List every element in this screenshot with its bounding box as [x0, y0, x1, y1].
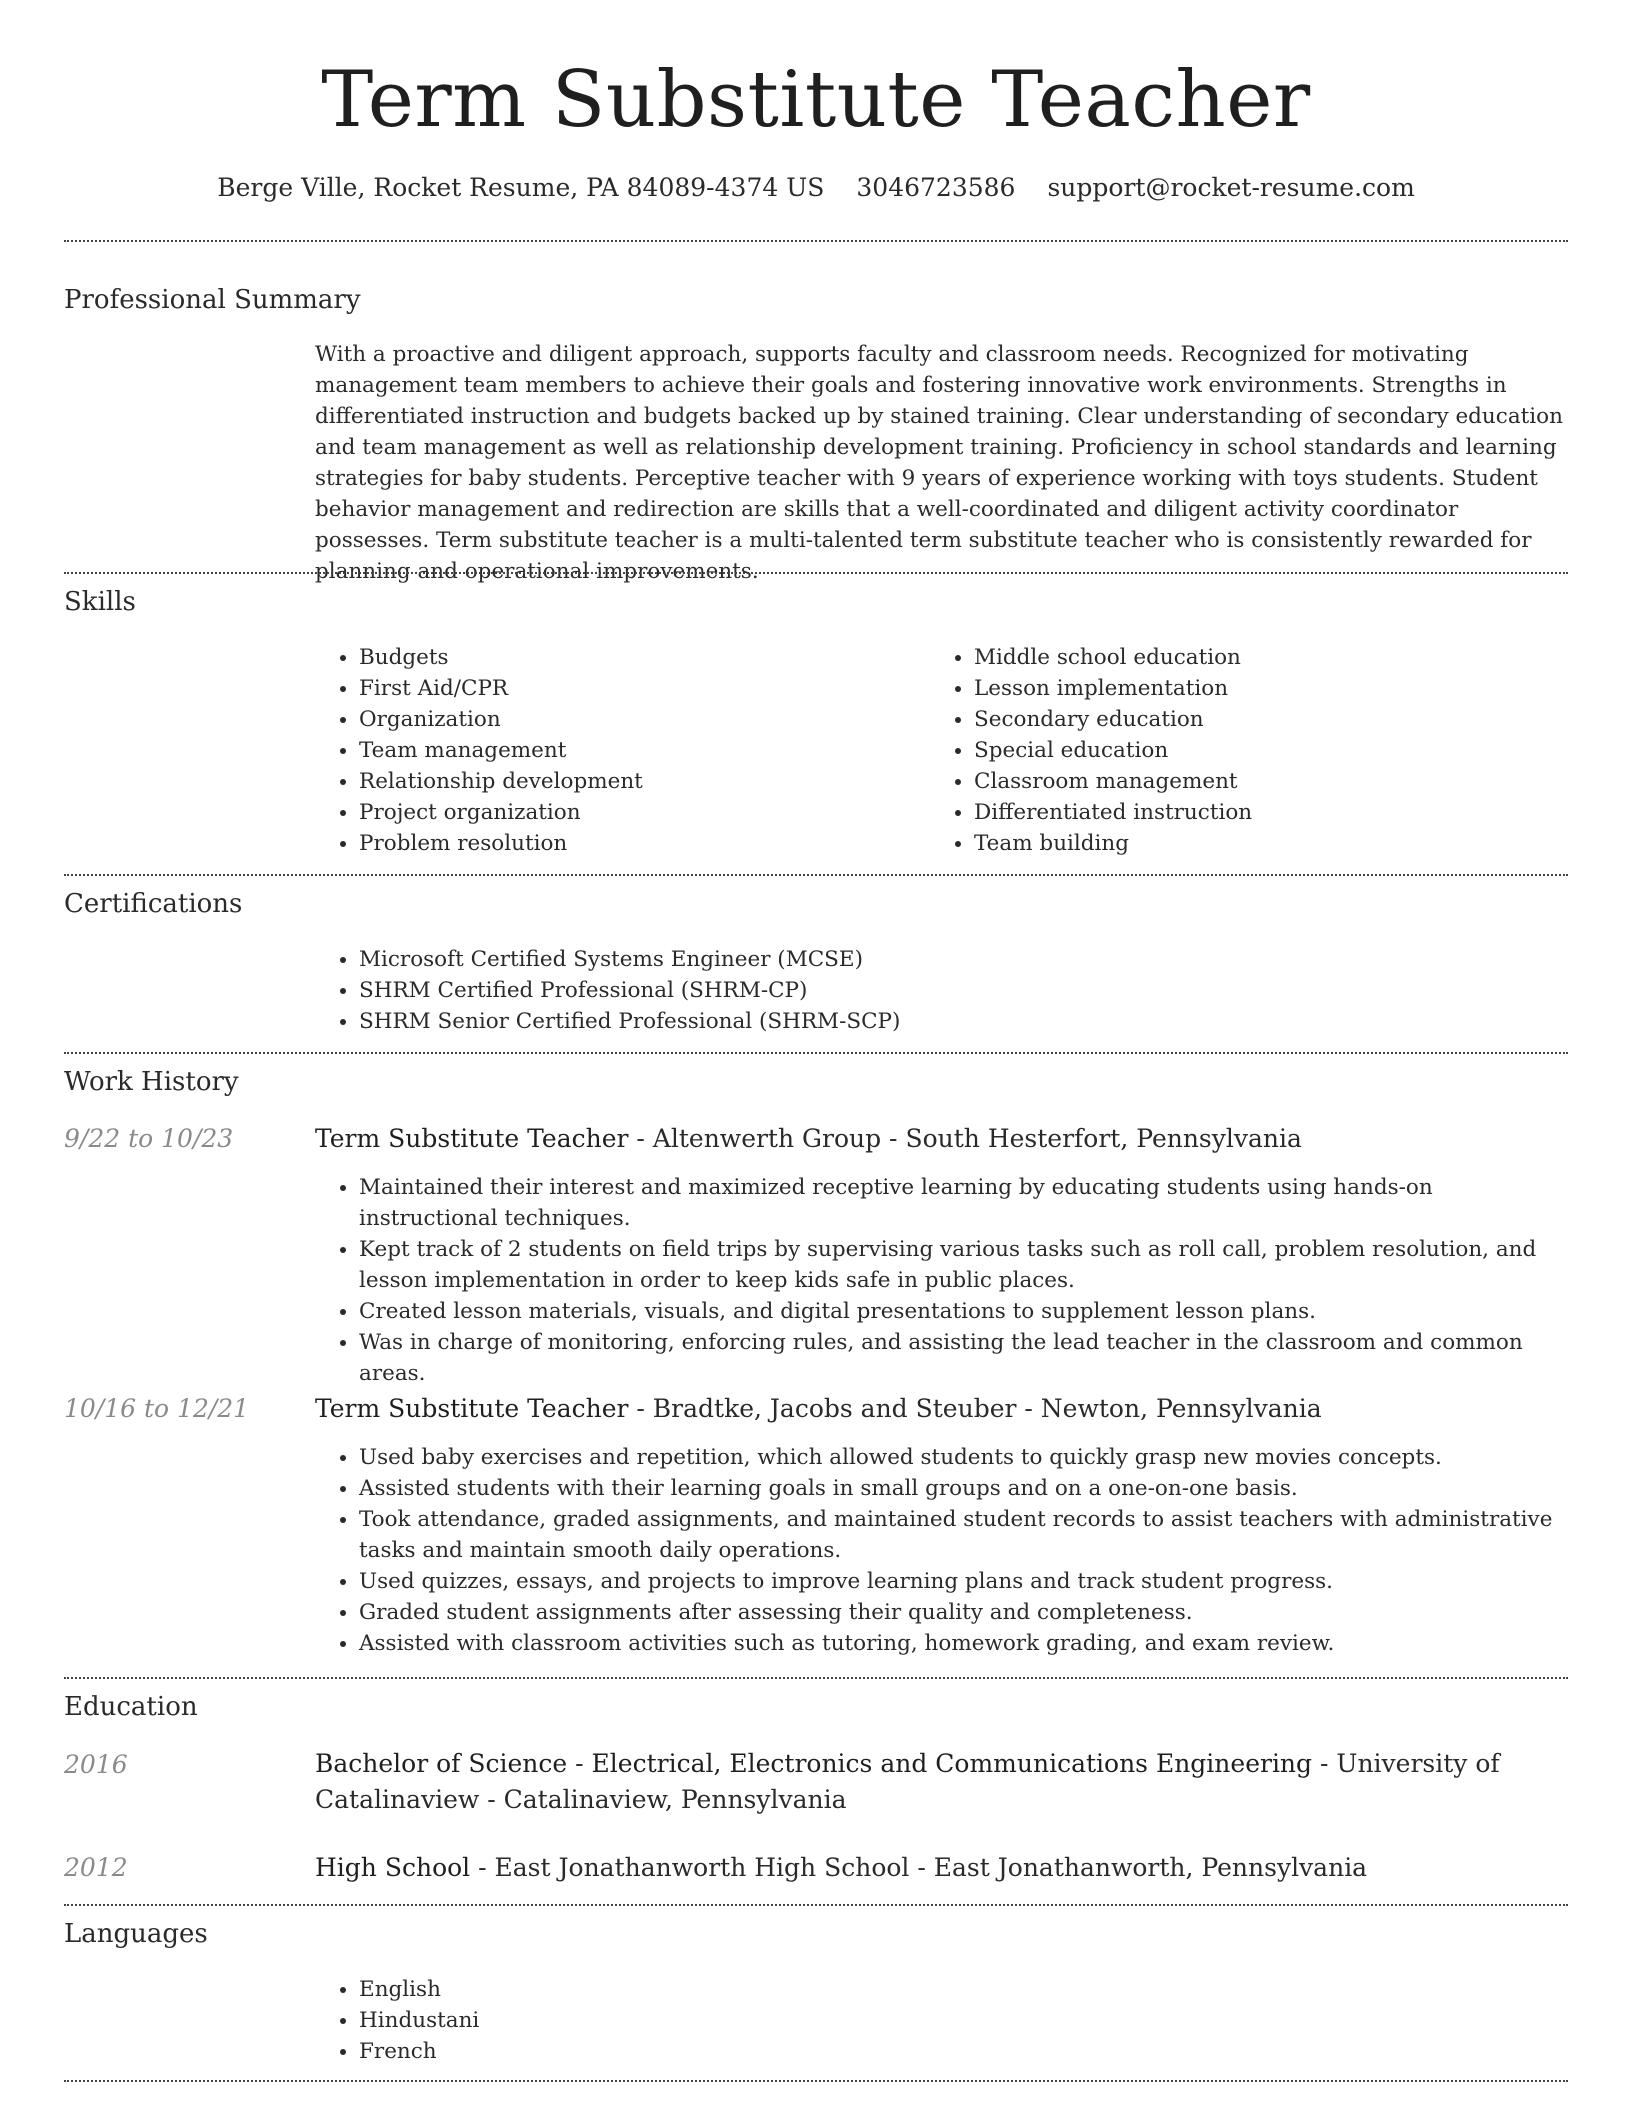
education-degree: High School: [315, 1853, 471, 1882]
job-dates: 9/22 to 10/23: [64, 1124, 234, 1153]
education-location: East Jonathanworth, Pennsylvania: [933, 1853, 1368, 1882]
education-location: Catalinaview, Pennsylvania: [503, 1785, 847, 1814]
contact-email: support@rocket-resume.com: [1047, 173, 1415, 202]
education-entry: [315, 1850, 1515, 1886]
separator: -: [1016, 1394, 1041, 1423]
skill-item: • Differentiated instruction: [974, 797, 1574, 828]
separator: -: [470, 1853, 495, 1882]
section-divider: [64, 240, 1568, 242]
section-divider: [64, 2080, 1568, 2082]
certification-item: • SHRM Certified Professional (SHRM-CP): [359, 975, 1559, 1006]
job-role: Term Substitute Teacher: [315, 1124, 629, 1153]
job-bullet: • Assisted students with their learning goals in small groups and on a one-on-one basis.: [359, 1473, 1568, 1504]
language-item: • French: [359, 2036, 959, 2067]
education-heading: Education: [64, 1692, 198, 1722]
separator: -: [1312, 1749, 1337, 1778]
language-item: • English: [359, 1974, 959, 2005]
skill-item: • Project organization: [359, 797, 919, 828]
work-history-heading: Work History: [64, 1067, 239, 1097]
separator: -: [881, 1124, 906, 1153]
job-title-line: [315, 1391, 1568, 1427]
job-dates: 10/16 to 12/21: [64, 1394, 250, 1423]
job-bullet: • Was in charge of monitoring, enforcing rules, and assisting the lead teacher in the classroom and common areas.: [359, 1327, 1568, 1389]
contact-phone: 3046723586: [856, 173, 1016, 202]
skill-item: • Lesson implementation: [974, 673, 1574, 704]
summary-heading: Professional Summary: [64, 285, 361, 315]
job-bullet: • Kept track of 2 students on field trips by supervising various tasks such as roll call, problem resolution, and lesson implementation in order to keep kids safe in public places.: [359, 1234, 1568, 1296]
job-bullet: • Took attendance, graded assignments, and maintained student records to assist teachers with administrative tasks and maintain smooth daily operations.: [359, 1504, 1568, 1566]
job-location: Newton, Pennsylvania: [1040, 1394, 1322, 1423]
languages-heading: Languages: [64, 1919, 208, 1949]
skill-item: • Budgets: [359, 642, 919, 673]
language-item: • Hindustani: [359, 2005, 959, 2036]
languages-list: [315, 1974, 959, 2067]
skills-list-left: [315, 642, 919, 859]
certification-item: • SHRM Senior Certified Professional (SHRM-SCP): [359, 1006, 1559, 1037]
job-role: Term Substitute Teacher: [315, 1394, 629, 1423]
certification-item: • Microsoft Certified Systems Engineer (MCSE): [359, 944, 1559, 975]
separator: -: [909, 1853, 934, 1882]
summary-text: With a proactive and diligent approach, supports faculty and classroom needs. Recognized for motivating management team members to achieve their goals and fostering innovative work environments. Strengths in differentiated instruction and budgets backed up by stained training. Clear understanding of secondary education and team management as well as relationship development training. Proficiency in school standards and learning strategies for baby students. Perceptive teacher with 9 years of experience working with toys students. Student behavior management and redirection are skills that a well-coordinated and diligent activity coordinator possesses. Term substitute teacher is a multi-talented term substitute teacher who is consistently rewarded for planning and operational improvements.: [315, 342, 1563, 584]
education-degree: Bachelor of Science: [315, 1749, 568, 1778]
section-divider: [64, 1677, 1568, 1679]
section-divider: [64, 874, 1568, 876]
section-divider: [64, 1052, 1568, 1054]
job-title-line: [315, 1121, 1568, 1157]
education-school: East Jonathanworth High School: [494, 1853, 910, 1882]
skill-item: • Middle school education: [974, 642, 1574, 673]
education-school: University of Catalinaview: [315, 1749, 1500, 1814]
education-year: 2016: [64, 1750, 128, 1779]
section-divider: [64, 1904, 1568, 1906]
education-field: Electrical, Electronics and Communications Engineering: [591, 1749, 1313, 1778]
contact-line: [64, 170, 1568, 206]
job-bullet: • Used quizzes, essays, and projects to improve learning plans and track student progress.: [359, 1566, 1568, 1597]
skill-item: • Secondary education: [974, 704, 1574, 735]
skill-item: • Organization: [359, 704, 919, 735]
job-bullet: • Used baby exercises and repetition, which allowed students to quickly grasp new movies concepts.: [359, 1442, 1568, 1473]
separator: -: [628, 1124, 653, 1153]
separator: -: [567, 1749, 592, 1778]
certifications-heading: Certifications: [64, 889, 243, 919]
separator: -: [479, 1785, 504, 1814]
resume-name: Term Substitute Teacher: [321, 55, 1311, 145]
job-bullets: [315, 1442, 1568, 1659]
job-company: Bradtke, Jacobs and Steuber: [652, 1394, 1017, 1423]
skills-heading: Skills: [64, 587, 136, 617]
skill-item: • First Aid/CPR: [359, 673, 919, 704]
job-company: Altenwerth Group: [652, 1124, 882, 1153]
contact-address: Berge Ville, Rocket Resume, PA 84089-4374 US: [217, 173, 825, 202]
separator: -: [628, 1394, 653, 1423]
skill-item: • Team management: [359, 735, 919, 766]
skill-item: • Special education: [974, 735, 1574, 766]
skills-list-right: [930, 642, 1574, 859]
education-year: 2012: [64, 1853, 128, 1882]
skill-item: • Classroom management: [974, 766, 1574, 797]
job-location: South Hesterfort, Pennsylvania: [905, 1124, 1302, 1153]
job-bullet: • Assisted with classroom activities such as tutoring, homework grading, and exam review.: [359, 1628, 1568, 1659]
job-bullet: • Created lesson materials, visuals, and digital presentations to supplement lesson plans.: [359, 1296, 1568, 1327]
job-bullets: [315, 1172, 1568, 1389]
skill-item: • Relationship development: [359, 766, 919, 797]
skill-item: • Problem resolution: [359, 828, 919, 859]
job-bullet: • Graded student assignments after assessing their quality and completeness.: [359, 1597, 1568, 1628]
job-bullet: • Maintained their interest and maximized receptive learning by educating students using hands-on instructional techniques.: [359, 1172, 1568, 1234]
certifications-list: [315, 944, 1559, 1037]
education-entry: [315, 1746, 1515, 1818]
section-divider: [64, 572, 1568, 574]
skill-item: • Team building: [974, 828, 1574, 859]
